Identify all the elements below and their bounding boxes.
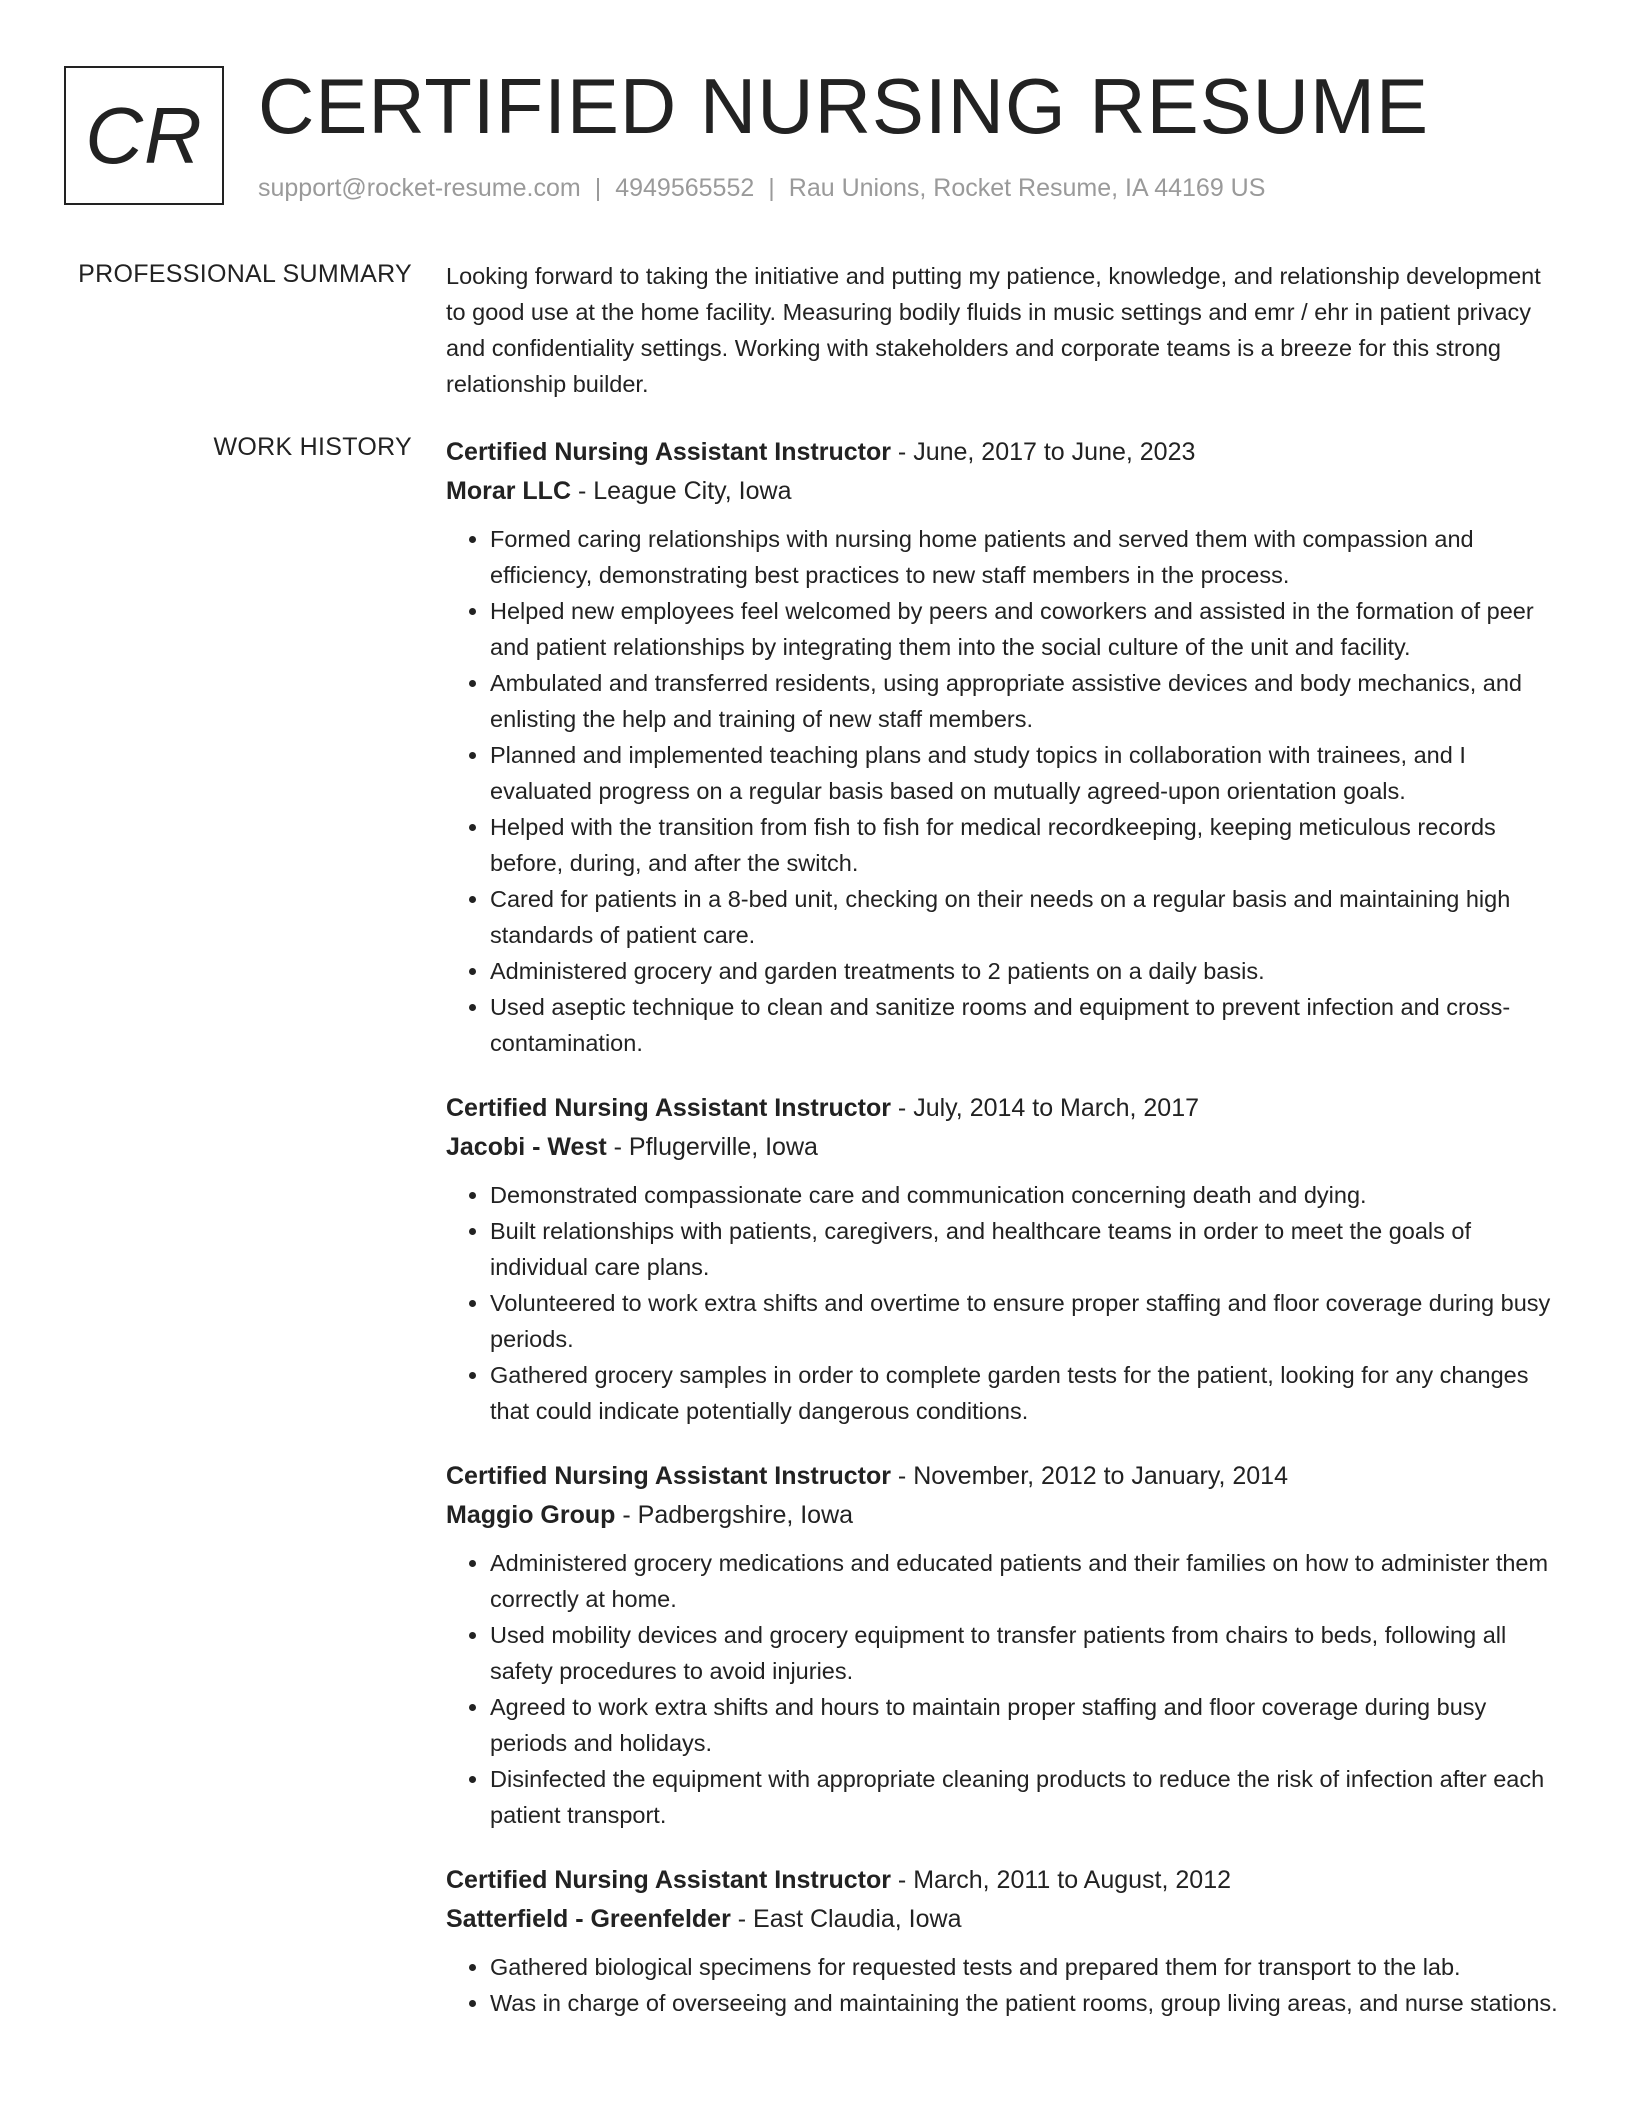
job-dates: - March, 2011 to August, 2012 (890, 1866, 1232, 1894)
job-location: - East Claudia, Iowa (730, 1905, 962, 1933)
job-title: Certified Nursing Assistant Instructor (446, 1094, 891, 1122)
job-company: Satterfield - Greenfelder (446, 1905, 731, 1933)
job-entry (446, 1861, 1566, 2021)
duty-item: • Helped new employees feel welcomed by peers and coworkers and assisted in the formation of peer and patient relationships by integrating them into the social culture of the unit and facility. (490, 593, 1566, 665)
job-title-line (446, 1861, 1566, 1900)
duty-item: • Used aseptic technique to clean and sanitize rooms and equipment to prevent infection and cross-contamination. (490, 989, 1566, 1061)
contact-line (258, 174, 1265, 203)
job-duties-list (446, 1545, 1566, 1833)
duty-item: • Cared for patients in a 8-bed unit, checking on their needs on a regular basis and maintaining high standards of patient care. (490, 881, 1566, 953)
summary-text: Looking forward to taking the initiative and putting my patience, knowledge, and relationship development to good use at the home facility. Measuring bodily fluids in music settings and emr / ehr in patient privacy and confidentiality settings. Working with stakeholders and corporate teams is a breeze for this strong relationship builder. (446, 263, 1541, 397)
duty-item: • Disinfected the equipment with appropriate cleaning products to reduce the risk of infection after each patient transport. (490, 1761, 1566, 1833)
resume-title: CERTIFIED NURSING RESUME (258, 62, 1429, 150)
job-entry (446, 433, 1566, 1061)
job-company-line (446, 472, 1566, 511)
duty-item: • Used mobility devices and grocery equipment to transfer patients from chairs to beds, following all safety procedures to avoid injuries. (490, 1617, 1566, 1689)
duty-item: • Helped with the transition from fish to fish for medical recordkeeping, keeping meticulous records before, during, and after the switch. (490, 809, 1566, 881)
job-title: Certified Nursing Assistant Instructor (446, 1462, 891, 1490)
job-company: Jacobi - West (446, 1133, 607, 1161)
job-location: - Padbergshire, Iowa (615, 1501, 854, 1529)
contact-phone: 4949565552 (615, 174, 755, 202)
summary-heading: PROFESSIONAL SUMMARY (78, 260, 412, 288)
job-duties-list (446, 1949, 1566, 2021)
job-company-line (446, 1496, 1566, 1535)
duty-item: • Administered grocery and garden treatments to 2 patients on a daily basis. (490, 953, 1566, 989)
duty-item: • Administered grocery medications and educated patients and their families on how to administer them correctly at home. (490, 1545, 1566, 1617)
contact-separator: | (594, 174, 602, 202)
job-dates: - June, 2017 to June, 2023 (890, 438, 1196, 466)
contact-email: support@rocket-resume.com (258, 174, 581, 202)
job-company: Morar LLC (446, 477, 571, 505)
job-dates: - July, 2014 to March, 2017 (890, 1094, 1200, 1122)
job-company: Maggio Group (446, 1501, 616, 1529)
duty-item: • Was in charge of overseeing and maintaining the patient rooms, group living areas, and nurse stations. (490, 1985, 1566, 2021)
contact-separator: | (768, 174, 775, 202)
duty-item: • Agreed to work extra shifts and hours to maintain proper staffing and floor coverage during busy periods and holidays. (490, 1689, 1566, 1761)
monogram-initials: CR (85, 90, 203, 180)
duty-item: • Volunteered to work extra shifts and overtime to ensure proper staffing and floor coverage during busy periods. (490, 1285, 1566, 1357)
summary-body (446, 258, 1566, 402)
work-history-list (446, 433, 1566, 2049)
resume-header (64, 62, 1584, 216)
job-duties-list (446, 521, 1566, 1061)
job-location: - Pflugerville, Iowa (606, 1133, 818, 1161)
duty-item: • Planned and implemented teaching plans and study topics in collaboration with trainees, and I evaluated progress on a regular basis based on mutually agreed-upon orientation goals. (490, 737, 1566, 809)
work-history-heading: WORK HISTORY (213, 433, 412, 461)
job-title-line (446, 433, 1566, 472)
job-title: Certified Nursing Assistant Instructor (446, 1866, 891, 1894)
job-location: - League City, Iowa (571, 477, 792, 505)
duty-item: • Gathered biological specimens for requested tests and prepared them for transport to the lab. (490, 1949, 1566, 1985)
monogram-box (64, 66, 224, 205)
duty-item: • Demonstrated compassionate care and communication concerning death and dying. (490, 1177, 1566, 1213)
job-company-line (446, 1128, 1566, 1167)
duty-item: • Formed caring relationships with nursing home patients and served them with compassion and efficiency, demonstrating best practices to new staff members in the process. (490, 521, 1566, 593)
job-duties-list (446, 1177, 1566, 1429)
duty-item: • Built relationships with patients, caregivers, and healthcare teams in order to meet the goals of individual care plans. (490, 1213, 1566, 1285)
duty-item: • Ambulated and transferred residents, using appropriate assistive devices and body mechanics, and enlisting the help and training of new staff members. (490, 665, 1566, 737)
job-title-line (446, 1457, 1566, 1496)
job-dates: - November, 2012 to January, 2014 (890, 1462, 1288, 1490)
contact-address: Rau Unions, Rocket Resume, IA 44169 US (788, 174, 1266, 202)
job-company-line (446, 1900, 1566, 1939)
job-title-line (446, 1089, 1566, 1128)
job-title: Certified Nursing Assistant Instructor (446, 438, 891, 466)
duty-item: • Gathered grocery samples in order to complete garden tests for the patient, looking for any changes that could indicate potentially dangerous conditions. (490, 1357, 1566, 1429)
job-entry (446, 1457, 1566, 1833)
job-entry (446, 1089, 1566, 1429)
